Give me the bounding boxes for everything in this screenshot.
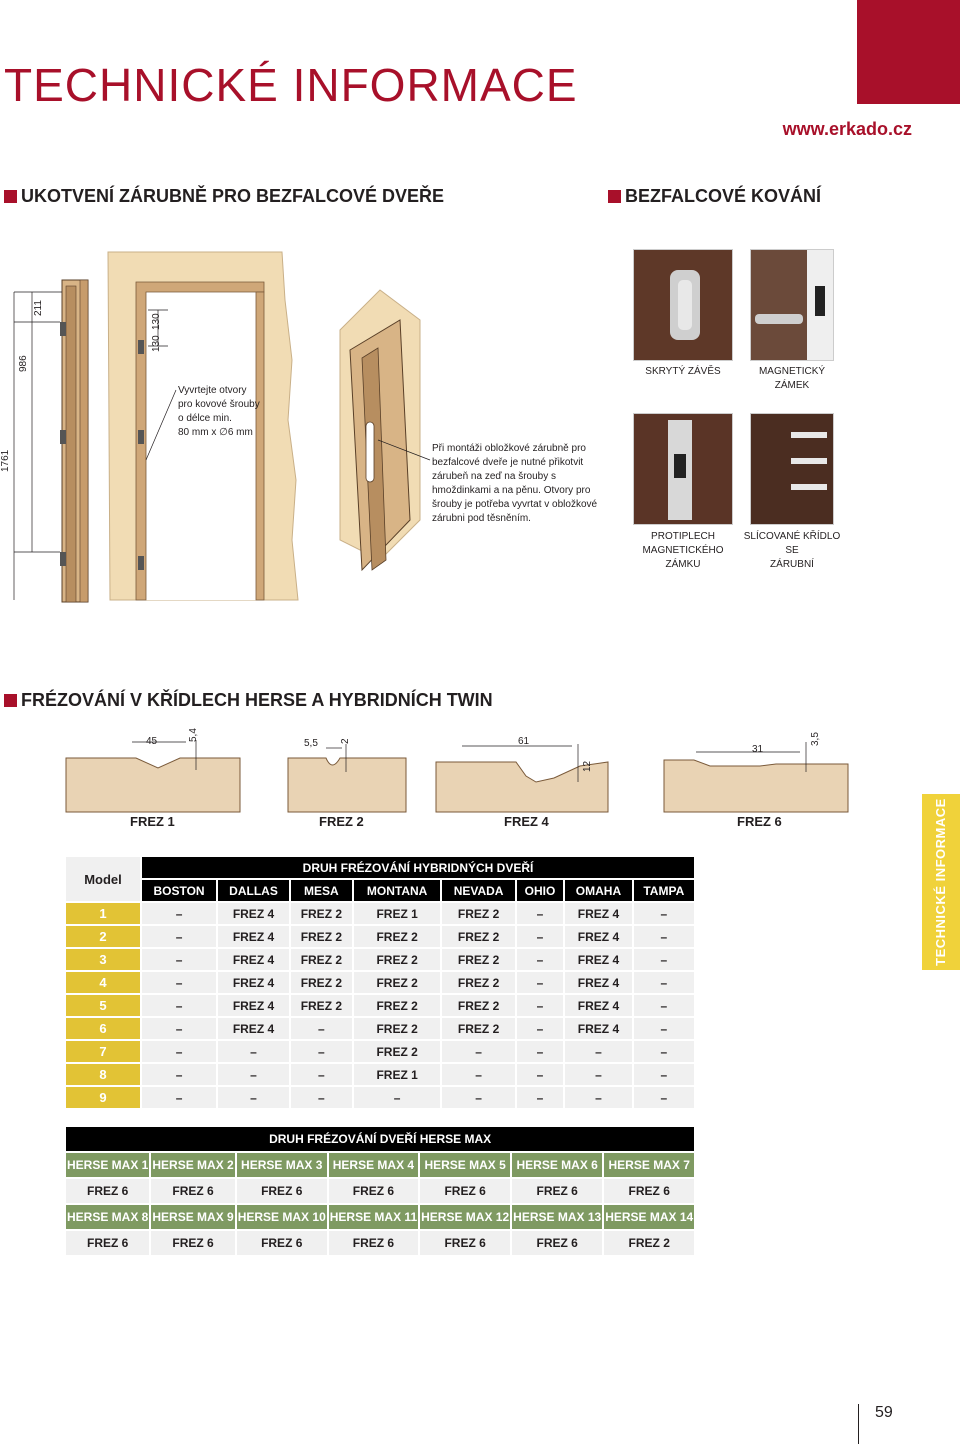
table-cell: – — [634, 972, 694, 993]
table-cell: – — [442, 1064, 514, 1085]
table-cell: – — [517, 1018, 564, 1039]
table-cell: FREZ 2 — [354, 1041, 441, 1062]
herse-model-header: HERSE MAX 6 — [512, 1153, 602, 1177]
section-heading-hardware: BEZFALCOVÉ KOVÁNÍ — [608, 186, 821, 207]
table-row — [66, 995, 694, 1016]
table-cell: FREZ 2 — [291, 972, 352, 993]
side-tab — [922, 794, 960, 970]
herse-model-header: HERSE MAX 1 — [66, 1153, 149, 1177]
table-cell: FREZ 4 — [218, 903, 289, 924]
table-cell: – — [634, 926, 694, 947]
table-cell: – — [517, 1087, 564, 1108]
table-cell: – — [634, 949, 694, 970]
page-number: 59 — [858, 1404, 898, 1444]
dim-frez1-depth: 5,4 — [188, 728, 199, 742]
caption-magnetic-lock: MAGNETICKÝ ZÁMEK — [758, 366, 826, 391]
column-header: TAMPA — [634, 880, 694, 901]
model-number: 9 — [66, 1087, 140, 1108]
table-cell: FREZ 2 — [442, 903, 514, 924]
table-row — [66, 1018, 694, 1039]
herse-max-table — [64, 1125, 696, 1257]
table-cell: – — [142, 1087, 216, 1108]
page-title: TECHNICKÉ INFORMACE — [4, 59, 578, 111]
table-cell: – — [142, 1064, 216, 1085]
column-header: BOSTON — [142, 880, 216, 901]
table-cell: FREZ 2 — [291, 995, 352, 1016]
table-cell: – — [565, 1087, 631, 1108]
table-row — [66, 1041, 694, 1062]
table-row — [66, 926, 694, 947]
herse-model-header: HERSE MAX 14 — [604, 1205, 694, 1229]
herse-model-header: HERSE MAX 5 — [420, 1153, 510, 1177]
herse-model-header: HERSE MAX 12 — [420, 1205, 510, 1229]
table-cell: FREZ 2 — [354, 949, 441, 970]
herse-model-header: HERSE MAX 9 — [151, 1205, 234, 1229]
value-row — [66, 1179, 694, 1203]
section-bullet-icon — [608, 190, 621, 203]
model-number: 3 — [66, 949, 140, 970]
caption-hidden-hinge: SKRYTÝ ZÁVĚS — [645, 366, 721, 377]
table-cell: – — [517, 1041, 564, 1062]
caption-flush-door: SLÍCOVANÉ KŘÍDLO SE ZÁRUBNÍ — [743, 531, 841, 570]
table-cell: – — [634, 995, 694, 1016]
caption-strike-plate: PROTIPLECH MAGNETICKÉHO ZÁMKU — [642, 531, 724, 570]
table-cell: – — [517, 972, 564, 993]
hybrid-milling-table — [64, 855, 696, 1110]
table-cell: FREZ 1 — [354, 903, 441, 924]
herse-value-cell: FREZ 6 — [151, 1231, 234, 1255]
herse-value-cell: FREZ 6 — [512, 1231, 602, 1255]
table-cell: – — [218, 1087, 289, 1108]
section-bullet-icon — [4, 190, 17, 203]
dim-1761: 1761 — [0, 449, 11, 472]
door-frame-illustration — [0, 240, 620, 610]
table-cell: FREZ 2 — [442, 926, 514, 947]
value-row — [66, 1231, 694, 1255]
dim-frez1-width: 45 — [146, 736, 158, 747]
table-cell: – — [517, 926, 564, 947]
drill-note: Vyvrtejte otvory pro kovové šrouby o délce min. 80 mm x ∅6 mm — [178, 385, 260, 438]
profile-label-frez2: FREZ 2 — [319, 814, 364, 829]
column-header: OHIO — [517, 880, 564, 901]
herse-value-cell: FREZ 6 — [66, 1179, 149, 1203]
table-cell: – — [354, 1087, 441, 1108]
herse-value-cell: FREZ 6 — [237, 1179, 327, 1203]
table-cell: – — [218, 1064, 289, 1085]
section-heading-anchoring: UKOTVENÍ ZÁRUBNĚ PRO BEZFALCOVÉ DVEŘE — [4, 186, 444, 207]
table-cell: – — [442, 1041, 514, 1062]
table-cell: – — [634, 1087, 694, 1108]
herse-value-cell: FREZ 6 — [151, 1179, 234, 1203]
model-number: 4 — [66, 972, 140, 993]
column-header: NEVADA — [442, 880, 514, 901]
herse-value-cell: FREZ 6 — [420, 1231, 510, 1255]
profile-label-frez1: FREZ 1 — [130, 814, 175, 829]
strike-plate-photo — [633, 413, 733, 525]
herse-model-header: HERSE MAX 7 — [604, 1153, 694, 1177]
table-cell: – — [142, 972, 216, 993]
table-cell: FREZ 2 — [354, 1018, 441, 1039]
table-cell: FREZ 2 — [291, 903, 352, 924]
column-header: OMAHA — [565, 880, 631, 901]
dim-frez2-width: 5,5 — [304, 738, 318, 749]
table-cell: – — [291, 1087, 352, 1108]
table-cell: FREZ 4 — [565, 926, 631, 947]
dim-frez2-depth: 2 — [340, 738, 351, 744]
dim-211: 211 — [33, 300, 44, 316]
dim-frez4-depth: 12 — [582, 760, 593, 772]
herse-model-header: HERSE MAX 10 — [237, 1205, 327, 1229]
table-cell: – — [291, 1018, 352, 1039]
table-cell: – — [634, 903, 694, 924]
milling-profiles-illustration — [60, 720, 860, 816]
profile-label-frez4: FREZ 4 — [504, 814, 549, 829]
herse-value-cell: FREZ 2 — [604, 1231, 694, 1255]
table-cell: FREZ 4 — [218, 1018, 289, 1039]
table-cell: FREZ 2 — [442, 1018, 514, 1039]
table-cell: FREZ 2 — [291, 949, 352, 970]
herse-value-cell: FREZ 6 — [604, 1179, 694, 1203]
table-cell: – — [142, 1018, 216, 1039]
table-cell: – — [634, 1041, 694, 1062]
herse-value-cell: FREZ 6 — [329, 1231, 418, 1255]
table-cell: FREZ 1 — [354, 1064, 441, 1085]
table-cell: – — [565, 1041, 631, 1062]
table-cell: FREZ 2 — [354, 972, 441, 993]
dim-986: 986 — [18, 355, 29, 372]
table-title: DRUH FRÉZOVÁNÍ DVEŘÍ HERSE MAX — [66, 1127, 694, 1151]
herse-model-header: HERSE MAX 4 — [329, 1153, 418, 1177]
model-number: 6 — [66, 1018, 140, 1039]
model-number: 2 — [66, 926, 140, 947]
hidden-hinge-photo — [633, 249, 733, 361]
side-tab-label: TECHNICKÉ INFORMACE — [933, 798, 948, 966]
herse-value-cell: FREZ 6 — [66, 1231, 149, 1255]
model-header: Model — [66, 857, 140, 901]
model-number: 7 — [66, 1041, 140, 1062]
table-cell: FREZ 2 — [442, 995, 514, 1016]
herse-model-header: HERSE MAX 11 — [329, 1205, 418, 1229]
table-cell: FREZ 4 — [565, 995, 631, 1016]
table-cell: FREZ 4 — [218, 995, 289, 1016]
table-cell: – — [218, 1041, 289, 1062]
dim-130-a: 130 — [151, 313, 162, 330]
table-cell: FREZ 4 — [565, 1018, 631, 1039]
table-cell: – — [142, 949, 216, 970]
table-cell: – — [142, 1041, 216, 1062]
table-cell: – — [442, 1087, 514, 1108]
herse-model-header: HERSE MAX 13 — [512, 1205, 602, 1229]
table-cell: – — [142, 926, 216, 947]
table-cell: – — [291, 1041, 352, 1062]
column-header: MONTANA — [354, 880, 441, 901]
table-cell: FREZ 4 — [218, 926, 289, 947]
table-cell: – — [517, 903, 564, 924]
table-row — [66, 972, 694, 993]
section-heading-milling: FRÉZOVÁNÍ V KŘÍDLECH HERSE A HYBRIDNÍCH TWIN — [4, 690, 493, 711]
table-cell: FREZ 2 — [442, 949, 514, 970]
table-cell: – — [517, 1064, 564, 1085]
column-header: MESA — [291, 880, 352, 901]
dim-frez6-depth: 3,5 — [810, 732, 821, 746]
flush-door-photo — [750, 413, 834, 525]
table-cell: – — [634, 1064, 694, 1085]
table-cell: – — [142, 903, 216, 924]
model-number: 1 — [66, 903, 140, 924]
profile-label-frez6: FREZ 6 — [737, 814, 782, 829]
table-row — [66, 903, 694, 924]
model-number: 5 — [66, 995, 140, 1016]
table-cell: FREZ 4 — [565, 903, 631, 924]
herse-model-header: HERSE MAX 2 — [151, 1153, 234, 1177]
mounting-note: Při montáži obložkové zárubně pro bezfalcové dveře je nutné přikotvit zárubeň na zeď na šrouby s hmoždinkami a na pěnu. Otvory pro šrouby je potřeba vyvrtat v obložkové zárubni pod těsněním. — [432, 443, 598, 524]
herse-value-cell: FREZ 6 — [237, 1231, 327, 1255]
herse-value-cell: FREZ 6 — [420, 1179, 510, 1203]
table-cell: FREZ 4 — [218, 949, 289, 970]
table-cell: FREZ 4 — [218, 972, 289, 993]
table-row — [66, 1087, 694, 1108]
table-cell: – — [634, 1018, 694, 1039]
herse-value-cell: FREZ 6 — [512, 1179, 602, 1203]
herse-model-header: HERSE MAX 8 — [66, 1205, 149, 1229]
column-header: DALLAS — [218, 880, 289, 901]
dim-130-b: 130 — [151, 335, 162, 352]
model-row — [66, 1153, 694, 1177]
table-cell: FREZ 4 — [565, 972, 631, 993]
table-row — [66, 949, 694, 970]
website-link[interactable]: www.erkado.cz — [782, 119, 912, 139]
herse-value-cell: FREZ 6 — [329, 1179, 418, 1203]
corner-accent-block — [857, 0, 960, 104]
table-cell: FREZ 2 — [442, 972, 514, 993]
dim-frez6-width: 31 — [752, 744, 764, 755]
table-title: DRUH FRÉZOVÁNÍ HYBRIDNÝCH DVEŘÍ — [142, 857, 694, 878]
table-cell: – — [517, 949, 564, 970]
model-number: 8 — [66, 1064, 140, 1085]
model-row — [66, 1205, 694, 1229]
table-row — [66, 1064, 694, 1085]
section-bullet-icon — [4, 694, 17, 707]
magnetic-lock-photo — [750, 249, 834, 361]
dim-frez4-width: 61 — [518, 736, 530, 747]
table-cell: – — [142, 995, 216, 1016]
table-cell: FREZ 2 — [354, 995, 441, 1016]
table-cell: – — [565, 1064, 631, 1085]
herse-model-header: HERSE MAX 3 — [237, 1153, 327, 1177]
table-cell: – — [517, 995, 564, 1016]
table-cell: FREZ 2 — [354, 926, 441, 947]
table-cell: FREZ 4 — [565, 949, 631, 970]
table-cell: FREZ 2 — [291, 926, 352, 947]
table-cell: – — [291, 1064, 352, 1085]
